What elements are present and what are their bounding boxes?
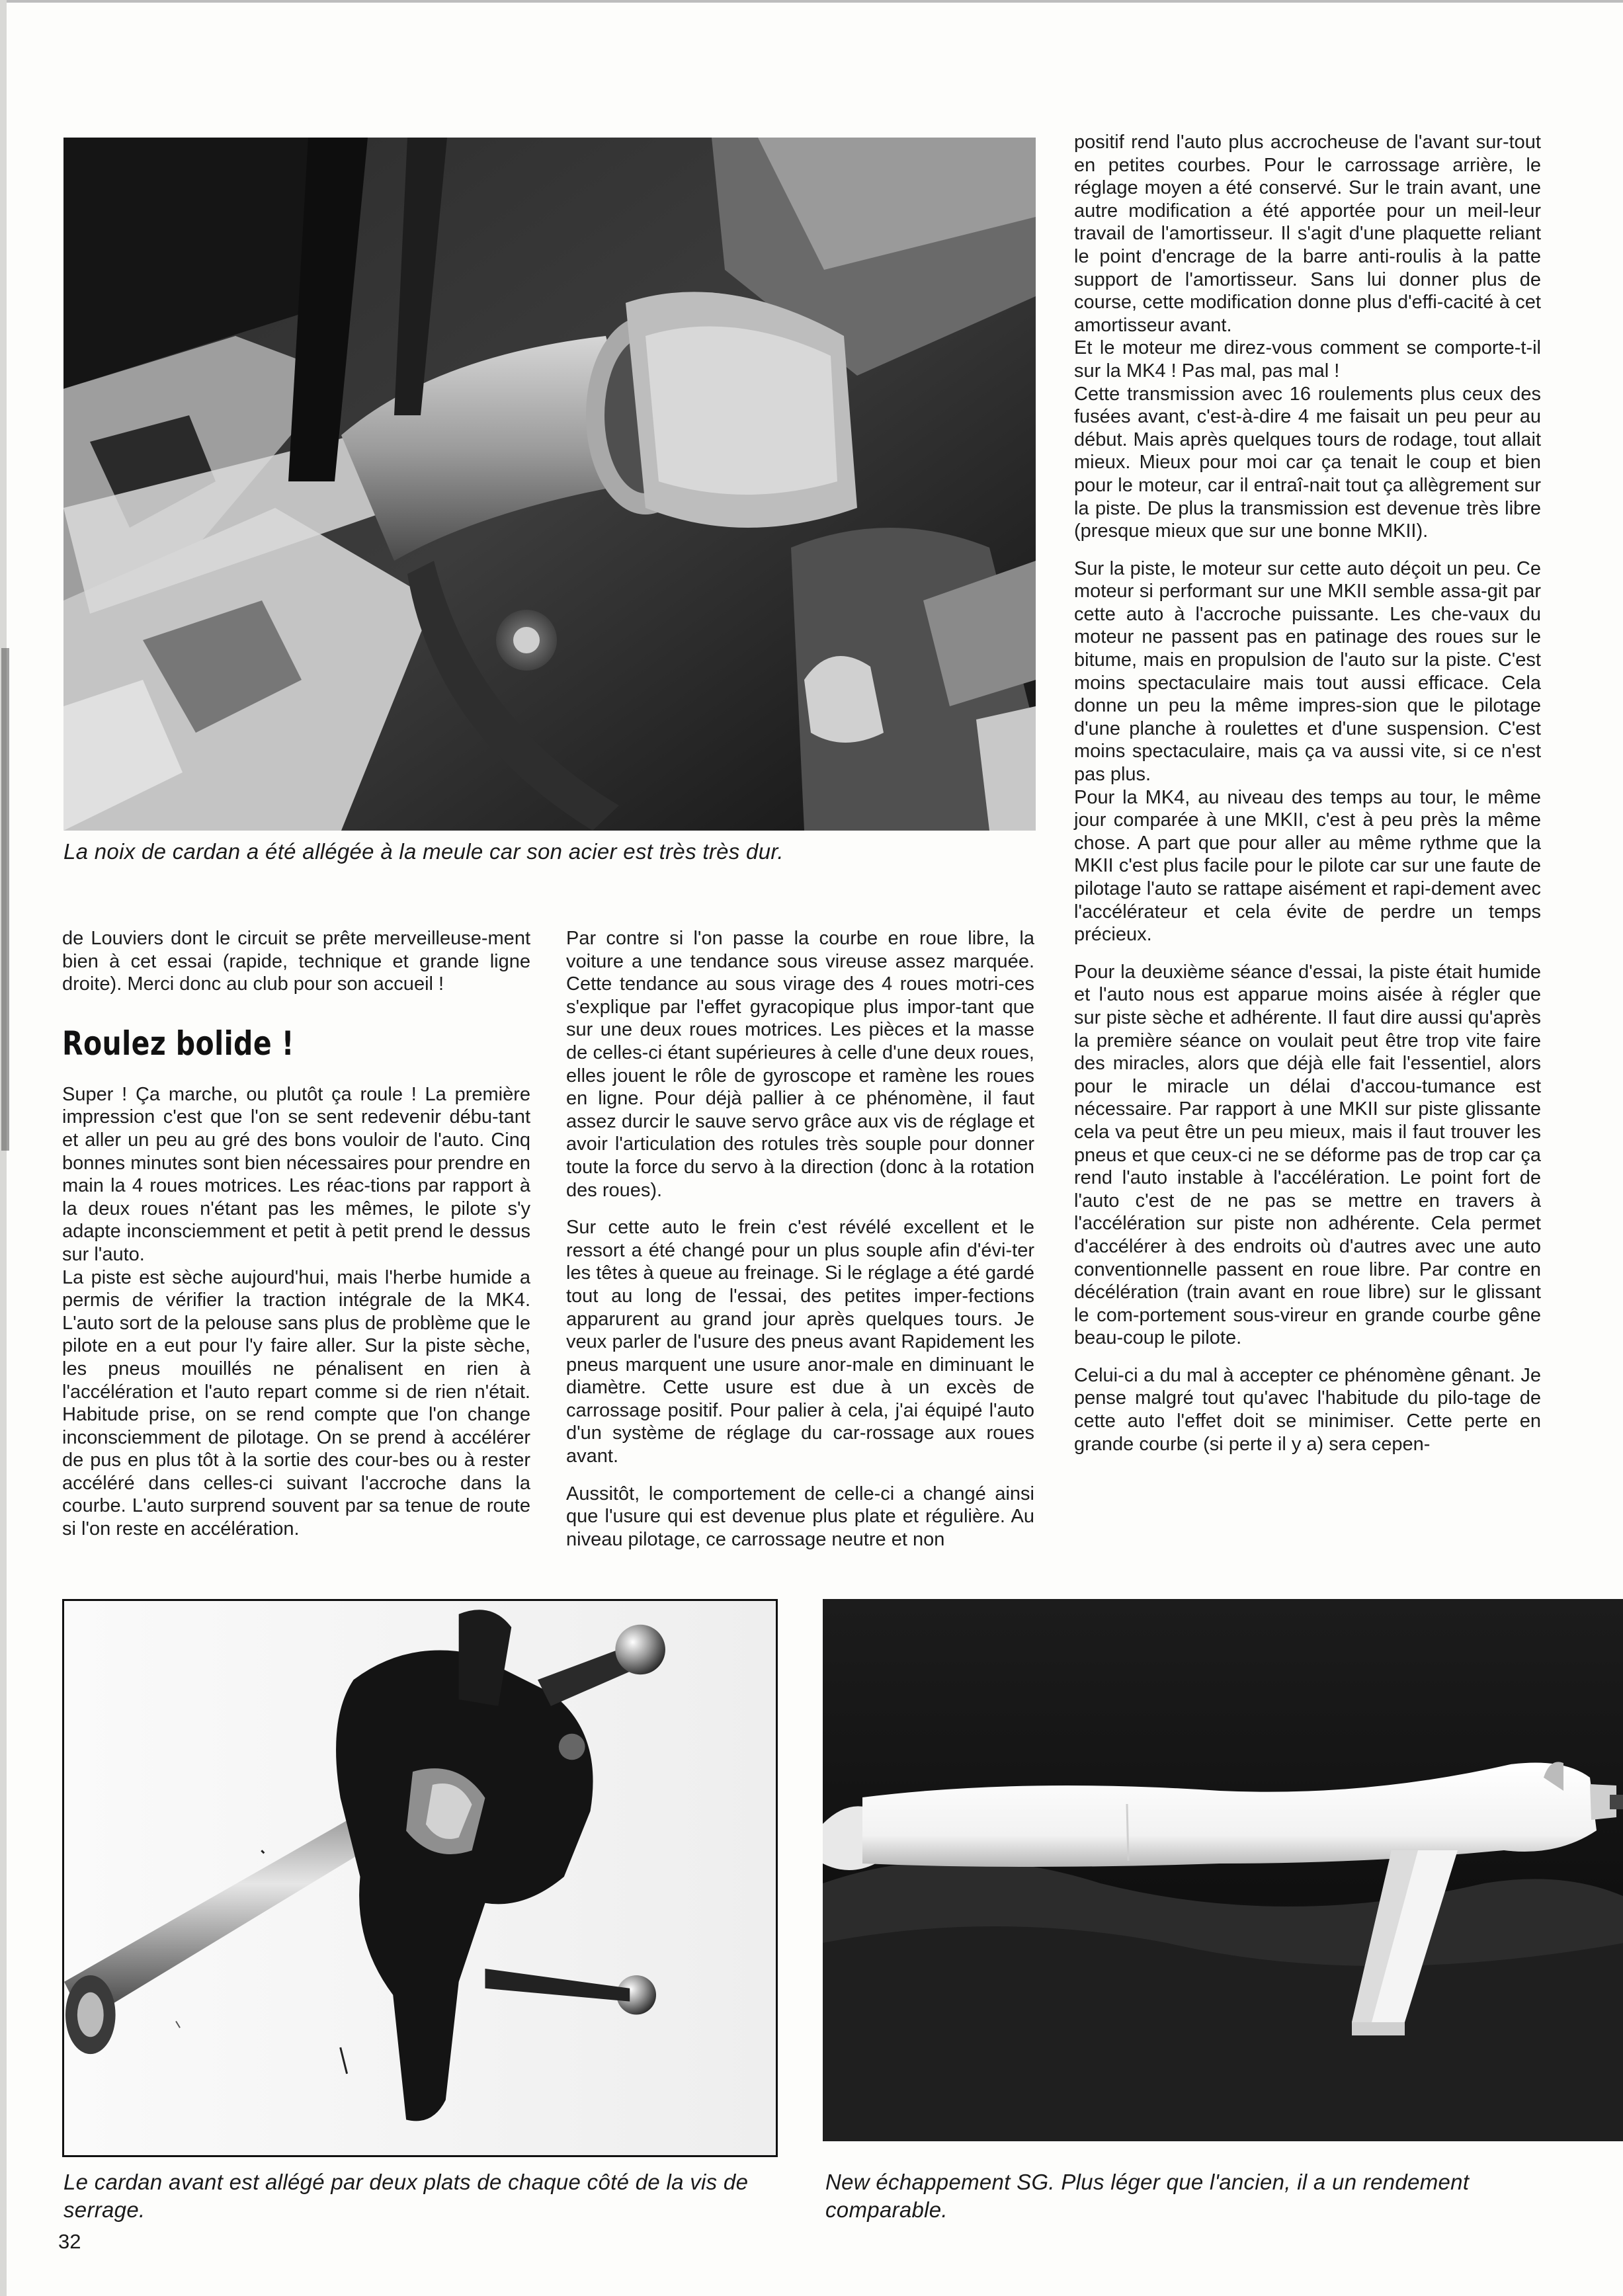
- col1-paragraph-2: Super ! Ça marche, ou plutôt ça roule ! La première impression c'est que l'on se sent redevenir débu-tant et aller un peu au gré des bons vouloir de l'auto. Cinq bonnes minutes sont bien nécessaires pour prendre en main la 4 roues motrices. Les réac-tions par rapport à la deux roues n'étant pas les mêmes, le pilote s'y adapte inconsciemment et petit à petit prend le dessus sur l'auto.: [62, 1083, 530, 1265]
- col2-paragraph-3: Aussitôt, le comportement de celle-ci a changé ainsi que l'usure qui est devenue plus plate et régulière. Au niveau pilotage, ce carrossage neutre et non: [566, 1483, 1034, 1550]
- top-photo: [63, 138, 1036, 831]
- bottom-right-photo-caption: New échappement SG. Plus léger que l'ancien, il a un rendement comparable.: [825, 2170, 1470, 2222]
- front-cardan-photo-icon: [64, 1601, 776, 2155]
- column-1: [62, 927, 530, 1541]
- column-2: [566, 927, 1034, 1551]
- col3-paragraph-5: Pour la MK4, au niveau des temps au tour, le même jour comparée à une MKII, c'est à peu près la même chose. A part que pour aller au même rythme que la MKII c'est plus facile pour le pilote car sur une faute de pilotage l'auto se rattape aisément et rapi-dement avec l'accélérateur et cela évite de perdre un temps précieux.: [1074, 786, 1541, 946]
- section-heading: Roulez bolide !: [62, 1024, 294, 1063]
- bottom-left-photo: [62, 1599, 778, 2157]
- col3-paragraph-7: Celui-ci a du mal à accepter ce phénomène gênant. Je pense malgré tout qu'avec l'habitude du pilo-tage de cette auto l'effet doit se minimiser. Cette perte en grande courbe (si perte il y a) sera cepen-: [1074, 1364, 1541, 1455]
- top-photo-caption: La noix de cardan a été allégée à la meule car son acier est très très dur.: [63, 839, 784, 864]
- cardan-joint-photo-icon: [63, 138, 1036, 831]
- col1-paragraph-1: de Louviers dont le circuit se prête merveilleuse-ment bien à cet essai (rapide, technique et grande ligne droite). Merci donc au club pour son accueil !: [62, 928, 530, 995]
- col3-paragraph-2: Et le moteur me direz-vous comment se comporte-t-il sur la MK4 ! Pas mal, pas mal !: [1074, 337, 1541, 382]
- bottom-left-photo-caption: Le cardan avant est allégé par deux plats de chaque côté de la vis de serrage.: [63, 2170, 749, 2222]
- col2-paragraph-1: Par contre si l'on passe la courbe en roue libre, la voiture a une tendance sous vireuse assez marquée. Cette tendance au sous virage des 4 roues motri-ces s'explique par l'effet gyracopique plus impor-tant que sur une deux roues motrices. Les pièces et la masse de celles-ci étant supérieures à celle d'une deux roues, elles jouent le rôle de gyroscope et ramène les roues en ligne. Pour déjà pallier à ce phénomène, il faut assez durcir le sauve servo grâce aux vis de réglage et avoir l'articulation des rotules très souple pour donner toute la force du servo à la direction (donc à la rotation des roues).: [566, 928, 1034, 1201]
- bottom-right-photo: [823, 1599, 1623, 2141]
- page-binding-shadow: [1, 648, 9, 1151]
- exhaust-pipe-photo-icon: [823, 1599, 1623, 2141]
- col2-paragraph-2: Sur cette auto le frein c'est révélé excellent et le ressort a été changé pour un plus souple afin d'évi-ter les têtes à queue au freinage. Si le réglage a été gardé tout au long de l'essai, des petites imper-fections apparurent au grand jour après quelques tours. Je veux parler de l'usure des pneus avant Rapidement les pneus marquent une usure anor-male en diminuant le diamètre. Cette usure est due à un excès de carrossage positif. Pour palier à cela, j'ai équipé l'auto d'un système de réglage du car-rossage aux roues avant.: [566, 1217, 1034, 1467]
- col3-paragraph-6: Pour la deuxième séance d'essai, la piste était humide et l'auto nous est apparue moins aisée à régler que sur piste sèche et adhérente. Il faut dire aussi qu'après la première séance on voulait peut être trop vite faire des miracles, alors que déjà elle fait l'essentiel, alors pour le miracle un délai d'accou-tumance est nécessaire. Par rapport à une MKII sur piste glissante cela va peut être un peu mieux, mais il faut trouver les pneus et que ceux-ci ne se déforme pas de trop car ça rend l'auto instable à l'accélération. Le point fort de l'auto c'est de ne pas se mettre en travers à l'accélération sur piste non adhérente. Cela permet d'accélérer à des endroits où d'autres avec une auto conventionnelle passent en roue libre. Par contre en décélération (train avant en roue libre) sur le glissant le com-portement sous-vireur en grande courbe gêne beau-coup le pilote.: [1074, 961, 1541, 1349]
- col3-paragraph-3: Cette transmission avec 16 roulements plus ceux des fusées avant, c'est-à-dire 4 me faisait un peu peur au début. Mais après quelques tours de rodage, tout allait mieux. Mieux pour moi car ça tenait le coup et bien pour le moteur, car il entraî-nait tout ça allègrement sur la piste. De plus la transmission est devenue très libre (presque mieux que sur une bonne MKII).: [1074, 383, 1541, 542]
- page-top-edge: [0, 0, 1623, 3]
- page-number: 32: [58, 2230, 81, 2253]
- column-3: [1074, 131, 1541, 1456]
- col3-paragraph-1: positif rend l'auto plus accrocheuse de l'avant sur-tout en petites courbes. Pour le carrossage arrière, le réglage moyen a été conservé. Sur le train avant, une autre modification a été apportée pour un meil-leur travail de l'amortisseur. Il s'agit d'une plaquette reliant le point d'encrage de la barre anti-roulis à la patte support de l'amortisseur. Sans lui donner plus de course, cette modification donne plus d'effi-cacité à cet amortisseur avant.: [1074, 132, 1541, 336]
- col1-paragraph-3: La piste est sèche aujourd'hui, mais l'herbe humide a permis de vérifier la traction intégrale de la MK4. L'auto sort de la pelouse sans plus de problème que le pilote en a eut pour l'y faire aller. Sur la piste sèche, les pneus mouillés ne pénalisent en rien à l'accélération et l'auto repart comme si de rien n'était. Habitude prise, on se rend compte que l'on change inconsciemment de pilotage. On se prend à accélérer de pus en plus tôt à la sortie des cour-bes ou à rester accéléré dans celles-ci suivant l'accroche dans la courbe. L'auto surprend souvent par sa tenue de route si l'on reste en accélération.: [62, 1266, 530, 1540]
- col3-paragraph-4: Sur la piste, le moteur sur cette auto déçoit un peu. Ce moteur si performant sur une MKII semble assa-git par cette auto à l'accroche puissante. Les che-vaux du moteur ne passent pas en patinage des roues sur le bitume, mais en propulsion de l'auto sur la piste. C'est moins spectaculaire mais tout aussi efficace. Cela donne un peu la même impres-sion que le pilotage d'une planche à roulettes et d'une suspension. C'est moins spectaculaire, mais ça va aussi vite, si ce n'est pas plus.: [1074, 557, 1541, 786]
